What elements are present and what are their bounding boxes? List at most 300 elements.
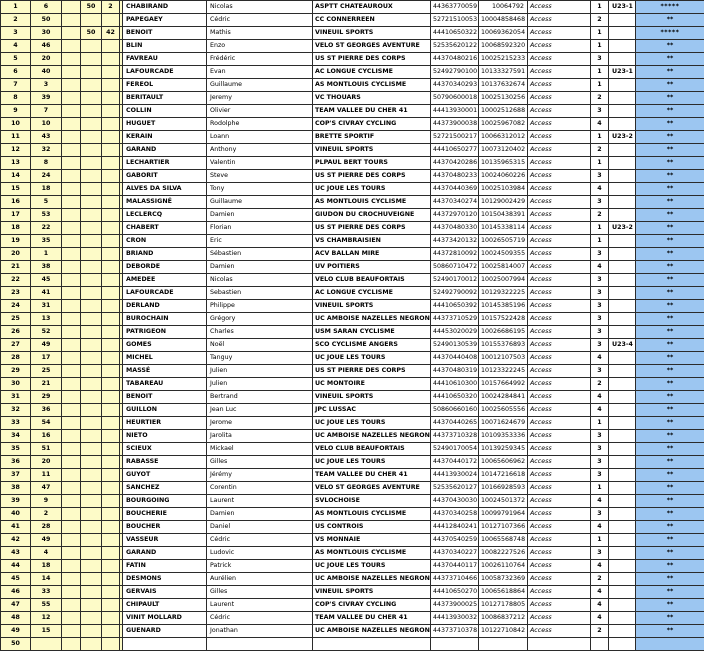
level-cell[interactable]: 4 — [591, 599, 609, 612]
group-cell[interactable] — [609, 534, 636, 547]
level-cell[interactable]: 3 — [591, 508, 609, 521]
group-cell[interactable] — [609, 313, 636, 326]
license-cell[interactable]: 44363770059 — [431, 1, 479, 14]
first-name-cell[interactable]: Aurélien — [207, 573, 313, 586]
points-stars-cell[interactable]: ** — [636, 417, 704, 430]
bib-cell[interactable]: 18 — [31, 183, 62, 196]
category-cell[interactable]: Access — [528, 430, 591, 443]
extra-1-cell[interactable] — [62, 196, 81, 209]
table-row[interactable] — [1, 508, 704, 521]
first-name-cell[interactable]: Evan — [207, 66, 313, 79]
extra-2-cell[interactable] — [81, 339, 102, 352]
club-cell[interactable]: VINEUIL SPORTS — [313, 27, 431, 40]
bib-cell[interactable]: 22 — [31, 222, 62, 235]
extra-3-cell[interactable] — [102, 144, 120, 157]
first-name-cell[interactable]: Daniel — [207, 521, 313, 534]
level-cell[interactable]: 1 — [591, 417, 609, 430]
last-name-cell[interactable]: BENOIT — [123, 391, 207, 404]
points-stars-cell[interactable]: ** — [636, 196, 704, 209]
table-row[interactable] — [1, 287, 704, 300]
extra-2-cell[interactable] — [81, 508, 102, 521]
level-cell[interactable]: 3 — [591, 287, 609, 300]
club-cell[interactable]: PLPAUL BERT TOURS — [313, 157, 431, 170]
license-cell[interactable]: 52721510053 — [431, 14, 479, 27]
table-row[interactable] — [1, 612, 704, 625]
extra-3-cell[interactable] — [102, 14, 120, 27]
points-stars-cell[interactable]: ** — [636, 66, 704, 79]
extra-2-cell[interactable] — [81, 248, 102, 261]
last-name-cell[interactable]: BRIAND — [123, 248, 207, 261]
rank-cell[interactable]: 36 — [1, 456, 31, 469]
bib-cell[interactable]: 5 — [31, 196, 62, 209]
level-cell[interactable]: 3 — [591, 274, 609, 287]
extra-3-cell[interactable] — [102, 352, 120, 365]
extra-3-cell[interactable] — [102, 209, 120, 222]
last-name-cell[interactable]: GERVAIS — [123, 586, 207, 599]
club-cell[interactable]: VINEUIL SPORTS — [313, 144, 431, 157]
first-name-cell[interactable]: Julien — [207, 365, 313, 378]
rank-cell[interactable]: 45 — [1, 573, 31, 586]
extra-3-cell[interactable] — [102, 261, 120, 274]
extra-3-cell[interactable] — [102, 391, 120, 404]
extra-2-cell[interactable] — [81, 365, 102, 378]
last-name-cell[interactable]: GUILLON — [123, 404, 207, 417]
uci-id-cell[interactable]: 10129002429 — [479, 196, 528, 209]
uci-id-cell[interactable]: 10073120402 — [479, 144, 528, 157]
level-cell[interactable]: 3 — [591, 300, 609, 313]
last-name-cell[interactable]: GUYOT — [123, 469, 207, 482]
last-name-cell[interactable]: SCIEUX — [123, 443, 207, 456]
first-name-cell[interactable]: Julien — [207, 378, 313, 391]
bib-cell[interactable]: 41 — [31, 287, 62, 300]
level-cell[interactable]: 3 — [591, 248, 609, 261]
rank-cell[interactable]: 24 — [1, 300, 31, 313]
last-name-cell[interactable]: CRON — [123, 235, 207, 248]
first-name-cell[interactable]: Frédéric — [207, 53, 313, 66]
extra-3-cell[interactable] — [102, 638, 120, 651]
club-cell[interactable]: JPC LUSSAC — [313, 404, 431, 417]
category-cell[interactable]: Access — [528, 144, 591, 157]
category-cell[interactable]: Access — [528, 612, 591, 625]
bib-cell[interactable]: 33 — [31, 586, 62, 599]
last-name-cell[interactable]: PATRIGEON — [123, 326, 207, 339]
group-cell[interactable] — [609, 53, 636, 66]
license-cell[interactable]: 44370440265 — [431, 417, 479, 430]
extra-3-cell[interactable] — [102, 157, 120, 170]
category-cell[interactable]: Access — [528, 105, 591, 118]
extra-3-cell[interactable] — [102, 443, 120, 456]
extra-2-cell[interactable] — [81, 443, 102, 456]
last-name-cell[interactable]: VINIT MOLLARD — [123, 612, 207, 625]
points-stars-cell[interactable]: ** — [636, 79, 704, 92]
level-cell[interactable]: 2 — [591, 14, 609, 27]
points-stars-cell[interactable]: ** — [636, 170, 704, 183]
first-name-cell[interactable]: Jérémy — [207, 469, 313, 482]
points-stars-cell[interactable]: ** — [636, 573, 704, 586]
rank-cell[interactable]: 9 — [1, 105, 31, 118]
uci-id-cell[interactable]: 10082227526 — [479, 547, 528, 560]
category-cell[interactable]: Access — [528, 118, 591, 131]
license-cell[interactable]: 44370430030 — [431, 495, 479, 508]
group-cell[interactable] — [609, 547, 636, 560]
bib-cell[interactable]: 14 — [31, 573, 62, 586]
extra-2-cell[interactable] — [81, 274, 102, 287]
category-cell[interactable]: Access — [528, 183, 591, 196]
table-row[interactable] — [1, 482, 704, 495]
group-cell[interactable] — [609, 274, 636, 287]
level-cell[interactable]: 1 — [591, 534, 609, 547]
bib-cell[interactable]: 15 — [31, 625, 62, 638]
license-cell[interactable]: 44370440408 — [431, 352, 479, 365]
category-cell[interactable]: Access — [528, 417, 591, 430]
rank-cell[interactable]: 5 — [1, 53, 31, 66]
level-cell[interactable]: 4 — [591, 352, 609, 365]
extra-1-cell[interactable] — [62, 378, 81, 391]
rank-cell[interactable]: 25 — [1, 313, 31, 326]
bib-cell[interactable]: 9 — [31, 495, 62, 508]
level-cell[interactable]: 1 — [591, 157, 609, 170]
uci-id-cell[interactable]: 10145385196 — [479, 300, 528, 313]
club-cell[interactable]: VINEUIL SPORTS — [313, 300, 431, 313]
rank-cell[interactable]: 23 — [1, 287, 31, 300]
uci-id-cell[interactable]: 10109353336 — [479, 430, 528, 443]
level-cell[interactable]: 1 — [591, 27, 609, 40]
extra-2-cell[interactable] — [81, 105, 102, 118]
last-name-cell[interactable]: LAFOURCADE — [123, 287, 207, 300]
extra-2-cell[interactable]: 50 — [81, 27, 102, 40]
group-cell[interactable] — [609, 469, 636, 482]
extra-1-cell[interactable] — [62, 534, 81, 547]
club-cell[interactable]: AS MONTLOUIS CYCLISME — [313, 79, 431, 92]
rank-cell[interactable]: 30 — [1, 378, 31, 391]
table-row[interactable] — [1, 14, 704, 27]
bib-cell[interactable]: 30 — [31, 27, 62, 40]
extra-2-cell[interactable] — [81, 118, 102, 131]
level-cell[interactable] — [591, 638, 609, 651]
extra-1-cell[interactable] — [62, 274, 81, 287]
extra-1-cell[interactable] — [62, 495, 81, 508]
license-cell[interactable]: 52721500217 — [431, 131, 479, 144]
last-name-cell[interactable]: LECLERCQ — [123, 209, 207, 222]
bib-cell[interactable]: 49 — [31, 534, 62, 547]
bib-cell[interactable]: 7 — [31, 105, 62, 118]
license-cell[interactable]: 44373900038 — [431, 118, 479, 131]
last-name-cell[interactable]: FEREOL — [123, 79, 207, 92]
uci-id-cell[interactable]: 10065568748 — [479, 534, 528, 547]
table-row[interactable] — [1, 1, 704, 14]
uci-id-cell[interactable]: 10024501372 — [479, 495, 528, 508]
group-cell[interactable] — [609, 404, 636, 417]
first-name-cell[interactable]: Laurent — [207, 599, 313, 612]
level-cell[interactable]: 4 — [591, 118, 609, 131]
last-name-cell[interactable]: RABASSE — [123, 456, 207, 469]
extra-1-cell[interactable] — [62, 235, 81, 248]
license-cell[interactable]: 44370480233 — [431, 170, 479, 183]
extra-1-cell[interactable] — [62, 157, 81, 170]
last-name-cell[interactable]: BOURGOING — [123, 495, 207, 508]
extra-1-cell[interactable] — [62, 482, 81, 495]
bib-cell[interactable]: 53 — [31, 209, 62, 222]
extra-1-cell[interactable] — [62, 287, 81, 300]
points-stars-cell[interactable]: ** — [636, 183, 704, 196]
table-row[interactable] — [1, 118, 704, 131]
first-name-cell[interactable]: Ludovic — [207, 547, 313, 560]
extra-3-cell[interactable] — [102, 560, 120, 573]
extra-3-cell[interactable] — [102, 287, 120, 300]
category-cell[interactable]: Access — [528, 404, 591, 417]
extra-1-cell[interactable] — [62, 339, 81, 352]
group-cell[interactable] — [609, 508, 636, 521]
last-name-cell[interactable]: MICHEL — [123, 352, 207, 365]
license-cell[interactable]: 44373710466 — [431, 573, 479, 586]
level-cell[interactable]: 3 — [591, 443, 609, 456]
points-stars-cell[interactable]: ** — [636, 443, 704, 456]
last-name-cell[interactable]: GOMES — [123, 339, 207, 352]
extra-2-cell[interactable] — [81, 235, 102, 248]
table-row[interactable] — [1, 365, 704, 378]
extra-3-cell[interactable] — [102, 534, 120, 547]
points-stars-cell[interactable]: ** — [636, 40, 704, 53]
rank-cell[interactable]: 10 — [1, 118, 31, 131]
uci-id-cell[interactable]: 10004858468 — [479, 14, 528, 27]
extra-3-cell[interactable] — [102, 183, 120, 196]
group-cell[interactable] — [609, 326, 636, 339]
license-cell[interactable]: 44373900025 — [431, 599, 479, 612]
uci-id-cell[interactable]: 10025007994 — [479, 274, 528, 287]
extra-1-cell[interactable] — [62, 313, 81, 326]
points-stars-cell[interactable]: ** — [636, 105, 704, 118]
bib-cell[interactable]: 6 — [31, 1, 62, 14]
rank-cell[interactable]: 37 — [1, 469, 31, 482]
extra-3-cell[interactable] — [102, 547, 120, 560]
bib-cell[interactable]: 24 — [31, 170, 62, 183]
last-name-cell[interactable]: COLLIN — [123, 105, 207, 118]
club-cell[interactable]: TEAM VALLEE DU CHER 41 — [313, 105, 431, 118]
bib-cell[interactable]: 11 — [31, 469, 62, 482]
license-cell[interactable]: 44412840241 — [431, 521, 479, 534]
club-cell[interactable]: TEAM VALLEE DU CHER 41 — [313, 612, 431, 625]
license-cell[interactable]: 44373420132 — [431, 235, 479, 248]
table-row[interactable] — [1, 157, 704, 170]
group-cell[interactable] — [609, 261, 636, 274]
level-cell[interactable]: 4 — [591, 261, 609, 274]
uci-id-cell[interactable]: 10058732369 — [479, 573, 528, 586]
first-name-cell[interactable]: Enzo — [207, 40, 313, 53]
uci-id-cell[interactable]: 10002512688 — [479, 105, 528, 118]
group-cell[interactable] — [609, 183, 636, 196]
uci-id-cell[interactable]: 10025215233 — [479, 53, 528, 66]
level-cell[interactable]: 3 — [591, 170, 609, 183]
license-cell[interactable]: 44410650277 — [431, 144, 479, 157]
license-cell[interactable]: 52490170012 — [431, 274, 479, 287]
bib-cell[interactable]: 49 — [31, 339, 62, 352]
level-cell[interactable]: 1 — [591, 482, 609, 495]
points-stars-cell[interactable] — [636, 638, 704, 651]
rank-cell[interactable]: 26 — [1, 326, 31, 339]
license-cell[interactable]: 44370340227 — [431, 547, 479, 560]
category-cell[interactable]: Access — [528, 170, 591, 183]
extra-3-cell[interactable] — [102, 326, 120, 339]
level-cell[interactable]: 3 — [591, 547, 609, 560]
level-cell[interactable]: 4 — [591, 586, 609, 599]
rank-cell[interactable]: 38 — [1, 482, 31, 495]
table-row[interactable] — [1, 274, 704, 287]
rank-cell[interactable]: 42 — [1, 534, 31, 547]
uci-id-cell[interactable]: 10137632674 — [479, 79, 528, 92]
extra-1-cell[interactable] — [62, 508, 81, 521]
first-name-cell[interactable]: Gilles — [207, 456, 313, 469]
uci-id-cell[interactable]: 10064792 — [479, 1, 528, 14]
uci-id-cell[interactable]: 10123322245 — [479, 365, 528, 378]
rank-cell[interactable]: 28 — [1, 352, 31, 365]
last-name-cell[interactable]: AMEDEE — [123, 274, 207, 287]
extra-1-cell[interactable] — [62, 118, 81, 131]
extra-1-cell[interactable] — [62, 638, 81, 651]
category-cell[interactable]: Access — [528, 287, 591, 300]
club-cell[interactable]: ASPTT CHATEAUROUX — [313, 1, 431, 14]
uci-id-cell[interactable]: 10025103984 — [479, 183, 528, 196]
table-row[interactable] — [1, 547, 704, 560]
extra-1-cell[interactable] — [62, 53, 81, 66]
club-cell[interactable]: AS MONTLOUIS CYCLISME — [313, 547, 431, 560]
extra-1-cell[interactable] — [62, 456, 81, 469]
extra-3-cell[interactable] — [102, 196, 120, 209]
category-cell[interactable]: Access — [528, 66, 591, 79]
rank-cell[interactable]: 43 — [1, 547, 31, 560]
rank-cell[interactable]: 48 — [1, 612, 31, 625]
first-name-cell[interactable]: Anthony — [207, 144, 313, 157]
last-name-cell[interactable]: TABAREAU — [123, 378, 207, 391]
points-stars-cell[interactable]: ** — [636, 534, 704, 547]
points-stars-cell[interactable]: ** — [636, 586, 704, 599]
extra-1-cell[interactable] — [62, 547, 81, 560]
extra-1-cell[interactable] — [62, 599, 81, 612]
last-name-cell[interactable]: DERLAND — [123, 300, 207, 313]
club-cell[interactable]: VINEUIL SPORTS — [313, 391, 431, 404]
first-name-cell[interactable]: Jerome — [207, 417, 313, 430]
level-cell[interactable]: 2 — [591, 209, 609, 222]
points-stars-cell[interactable]: ** — [636, 547, 704, 560]
first-name-cell[interactable]: Mathis — [207, 27, 313, 40]
table-row[interactable] — [1, 534, 704, 547]
first-name-cell[interactable]: Guillaume — [207, 196, 313, 209]
group-cell[interactable] — [609, 118, 636, 131]
category-cell[interactable]: Access — [528, 274, 591, 287]
extra-2-cell[interactable] — [81, 560, 102, 573]
points-stars-cell[interactable]: ** — [636, 456, 704, 469]
points-stars-cell[interactable]: ** — [636, 326, 704, 339]
extra-3-cell[interactable] — [102, 79, 120, 92]
level-cell[interactable]: 4 — [591, 560, 609, 573]
club-cell[interactable]: BRETTE SPORTIF — [313, 131, 431, 144]
extra-3-cell[interactable] — [102, 339, 120, 352]
license-cell[interactable]: 44370440117 — [431, 560, 479, 573]
extra-2-cell[interactable] — [81, 14, 102, 27]
last-name-cell[interactable]: LECHARTIER — [123, 157, 207, 170]
uci-id-cell[interactable]: 10150438391 — [479, 209, 528, 222]
extra-1-cell[interactable] — [62, 352, 81, 365]
group-cell[interactable] — [609, 14, 636, 27]
club-cell[interactable]: VELO CLUB BEAUFORTAIS — [313, 443, 431, 456]
bib-cell[interactable]: 40 — [31, 66, 62, 79]
bib-cell[interactable]: 8 — [31, 157, 62, 170]
last-name-cell[interactable] — [123, 638, 207, 651]
extra-2-cell[interactable] — [81, 482, 102, 495]
license-cell[interactable]: 44372810092 — [431, 248, 479, 261]
category-cell[interactable]: Access — [528, 352, 591, 365]
level-cell[interactable]: 1 — [591, 79, 609, 92]
extra-2-cell[interactable] — [81, 157, 102, 170]
license-cell[interactable]: 44413930032 — [431, 612, 479, 625]
license-cell[interactable]: 50860660160 — [431, 404, 479, 417]
extra-3-cell[interactable] — [102, 131, 120, 144]
rank-cell[interactable]: 18 — [1, 222, 31, 235]
table-row[interactable] — [1, 456, 704, 469]
club-cell[interactable]: COP'S CIVRAY CYCLING — [313, 599, 431, 612]
category-cell[interactable]: Access — [528, 365, 591, 378]
category-cell[interactable]: Access — [528, 40, 591, 53]
bib-cell[interactable]: 4 — [31, 547, 62, 560]
extra-3-cell[interactable] — [102, 365, 120, 378]
club-cell[interactable]: VELO CLUB BEAUFORTAIS — [313, 274, 431, 287]
uci-id-cell[interactable]: 10145338114 — [479, 222, 528, 235]
rank-cell[interactable]: 12 — [1, 144, 31, 157]
uci-id-cell[interactable]: 10122710842 — [479, 625, 528, 638]
table-row[interactable] — [1, 300, 704, 313]
bib-cell[interactable]: 25 — [31, 365, 62, 378]
bib-cell[interactable]: 17 — [31, 352, 62, 365]
extra-1-cell[interactable] — [62, 105, 81, 118]
license-cell[interactable]: 52492790092 — [431, 287, 479, 300]
last-name-cell[interactable]: PAPEGAEY — [123, 14, 207, 27]
table-row[interactable] — [1, 417, 704, 430]
level-cell[interactable]: 3 — [591, 456, 609, 469]
points-stars-cell[interactable]: ** — [636, 560, 704, 573]
license-cell[interactable]: 52492790100 — [431, 66, 479, 79]
points-stars-cell[interactable]: ** — [636, 287, 704, 300]
club-cell[interactable]: UC JOUE LES TOURS — [313, 352, 431, 365]
extra-1-cell[interactable] — [62, 40, 81, 53]
category-cell[interactable]: Access — [528, 482, 591, 495]
category-cell[interactable]: Access — [528, 547, 591, 560]
bib-cell[interactable]: 12 — [31, 612, 62, 625]
extra-3-cell[interactable] — [102, 66, 120, 79]
group-cell[interactable] — [609, 456, 636, 469]
group-cell[interactable] — [609, 417, 636, 430]
points-stars-cell[interactable]: ***** — [636, 27, 704, 40]
last-name-cell[interactable]: MASSÉ — [123, 365, 207, 378]
bib-cell[interactable]: 50 — [31, 14, 62, 27]
first-name-cell[interactable]: Corentin — [207, 482, 313, 495]
first-name-cell[interactable]: Rodolphe — [207, 118, 313, 131]
uci-id-cell[interactable]: 10065618864 — [479, 586, 528, 599]
group-cell[interactable]: U23-1 — [609, 1, 636, 14]
rank-cell[interactable]: 11 — [1, 131, 31, 144]
category-cell[interactable]: Access — [528, 209, 591, 222]
group-cell[interactable] — [609, 352, 636, 365]
first-name-cell[interactable]: Laurent — [207, 495, 313, 508]
table-row[interactable] — [1, 170, 704, 183]
category-cell[interactable]: Access — [528, 27, 591, 40]
table-row[interactable] — [1, 248, 704, 261]
rank-cell[interactable]: 31 — [1, 391, 31, 404]
club-cell[interactable]: US ST PIERRE DES CORPS — [313, 222, 431, 235]
uci-id-cell[interactable]: 10135965315 — [479, 157, 528, 170]
extra-3-cell[interactable] — [102, 274, 120, 287]
category-cell[interactable]: Access — [528, 261, 591, 274]
extra-1-cell[interactable] — [62, 326, 81, 339]
rank-cell[interactable]: 7 — [1, 79, 31, 92]
